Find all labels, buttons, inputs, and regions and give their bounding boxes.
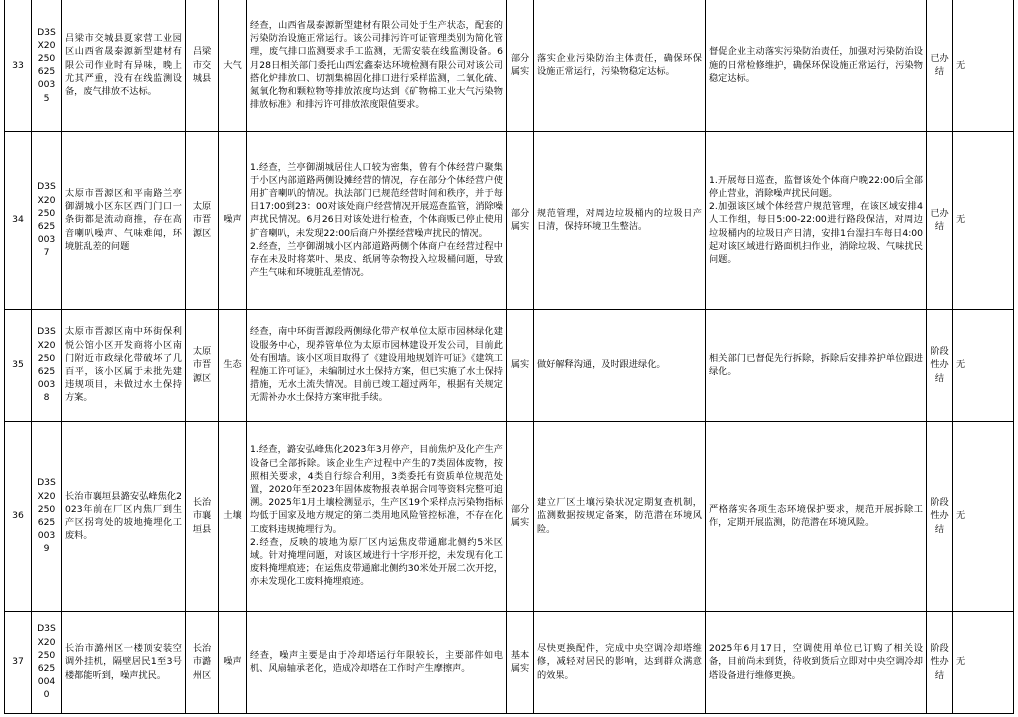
table-row — [5, 131, 1014, 309]
pollution-type: 大气 — [219, 0, 247, 131]
pollution-type: 噪声 — [219, 611, 247, 713]
complaint-content: 长治市潞州区一楼顶安装空调外挂机，隔壁居民1至3号楼都能听到，噪声扰民。 — [62, 611, 186, 713]
note: 无 — [953, 421, 1014, 611]
handling-plan: 督促企业主动落实污染防治责任，加强对污染防治设施的日常检修维护，确保环保设施正常运行，污染物稳定达标。 — [706, 0, 927, 131]
verdict: 部分属实 — [507, 421, 534, 611]
investigation-finding: 1.经查，兰亭御湖城居住人口较为密集，曾有个体经营户聚集于小区内部道路两侧设摊经营的情况，存在部分个体经营户使用扩音喇叭的情况。执法部门已规范经营时间和秩序，并于每日17:00到23：00对该处商户经营情况开展巡查监管，消除噪声扰民情况。6月26日对该处进行检查，个体商贩已停止使用扩音喇叭，未发现22:00后商户外摆经营噪声扰民的情况。 2.经查，兰亭御湖城小区内部道路两侧个体商户在经营过程中存在未及时将菜叶、果皮、纸屑等杂物投入垃圾桶问题，导致产生气味和环境脏乱差情况。 — [247, 131, 507, 309]
district: 太原市晋源区 — [186, 309, 219, 421]
rectification-measures: 尽快更换配件，完成中央空调冷却塔维修，减轻对居民的影响，达到群众满意的效果。 — [534, 611, 706, 713]
row-number: 37 — [5, 611, 32, 713]
table-row — [5, 611, 1014, 713]
note: 无 — [953, 0, 1014, 131]
handling-plan: 相关部门已督促先行拆除，拆除后安排养护单位跟进绿化。 — [706, 309, 927, 421]
district: 太原市晋源区 — [186, 131, 219, 309]
case-id: D3SX202506250038 — [32, 309, 62, 421]
note: 无 — [953, 131, 1014, 309]
verdict: 基本属实 — [507, 611, 534, 713]
handling-plan: 严格落实各项生态环境保护要求，规范开展拆除工作，定期开展监测，防范潜在环境风险。 — [706, 421, 927, 611]
pollution-type: 土壤 — [219, 421, 247, 611]
pollution-type: 噪声 — [219, 131, 247, 309]
case-id: D3SX202506250039 — [32, 421, 62, 611]
complaint-table — [4, 0, 1014, 714]
verdict: 部分属实 — [507, 131, 534, 309]
verdict: 属实 — [507, 309, 534, 421]
status: 已办结 — [927, 0, 953, 131]
handling-plan: 1.开展每日巡查，监督该处个体商户晚22:00后全部停止营业，消除噪声扰民问题。 2.加强该区域个体经营户规范管理，在该区域安排4人工作组，每日5:00-22:00进行路段保洁，对周边垃圾桶内的垃圾日产日清，安排1台湿扫车每日4:00起对该区域进行路面机扫作业，消除垃圾、气味扰民问题。 — [706, 131, 927, 309]
case-id: D3SX202506250040 — [32, 611, 62, 713]
rectification-measures: 规范管理，对周边垃圾桶内的垃圾日产日清，保持环境卫生整洁。 — [534, 131, 706, 309]
table-row — [5, 309, 1014, 421]
district: 长治市襄垣县 — [186, 421, 219, 611]
status: 阶段性办结 — [927, 611, 953, 713]
investigation-finding: 1.经查，潞安弘峰焦化2023年3月停产，目前焦炉及化产生产设备已全部拆除。该企业生产过程中产生的7类固体废物，按照相关要求，4类自行综合利用，3类委托有资质单位规范处置，2020年至2023年固体废物报表单据合同等资料完整可追溯。2025年1月土壤检测显示，生产区19个采样点污染物指标均低于国家及地方规定的第二类用地风险管控标准，不存在化工废料违规掩埋行为。 2.经查，反映的坡地为原厂区内运焦皮带通廊北侧约5米区域。针对掩埋问题，对该区域进行十字形开挖，未发现有化工废料掩埋痕迹；在运焦皮带通廊北侧约30米处开展二次开挖，亦未发现化工废料掩埋痕迹。 — [247, 421, 507, 611]
row-number: 35 — [5, 309, 32, 421]
rectification-measures: 做好解释沟通，及时跟进绿化。 — [534, 309, 706, 421]
investigation-finding: 经查，山西省晟泰源新型建材有限公司处于生产状态，配套的污染防治设施正常运行。该公司排污许可证管理类别为简化管理，废气排口监测要求手工监测，无需安装在线监测设备。6月28日相关部门委托山西宏鑫泰达环境检测有限公司对该公司搭化炉排放口、切割集棉固化排口进行采样监测，二氧化硫、氮氧化物和颗粒物等排放浓度均达到《矿物棉工业大气污染物排放标准》和排污许可排放浓度限值要求。 — [247, 0, 507, 131]
handling-plan: 2025年6月17日，空调使用单位已订购了相关设备，目前尚未到货，待收到货后立即对中央空调冷却塔设备进行维修更换。 — [706, 611, 927, 713]
row-number: 33 — [5, 0, 32, 131]
complaint-content: 长治市襄垣县潞安弘峰焦化2023年前在厂区内焦厂到生产区拐弯处的坡地掩埋化工废料。 — [62, 421, 186, 611]
pollution-type: 生态 — [219, 309, 247, 421]
complaint-content: 太原市晋源区和平南路兰亭御湖城小区东区西门门口一条街都是流动商推，存在高音喇叭噪声、气味难闻，环境脏乱差的问题 — [62, 131, 186, 309]
district: 长治市潞州区 — [186, 611, 219, 713]
investigation-finding: 经查，南中环街晋源段两侧绿化带产权单位太原市园林绿化建设服务中心，现养管单位为太原市园林建设开发公司，目前此处有围墙。该小区项目取得了《建设用地规划许可证》《建筑工程施工许可证》，未编制过水土保持方案，但已实施了水土保持措施，无水土流失情况。目前已竣工超过两年，根据有关规定无需补办水土保持方案审批手续。 — [247, 309, 507, 421]
complaint-content: 吕梁市交城县夏家营工业园区山西省晟泰源新型建材有限公司作业时有异味，晚上尤其严重，没有在线监测设备，废气排放不达标。 — [62, 0, 186, 131]
case-id: D3SX202506250035 — [32, 0, 62, 131]
note: 无 — [953, 611, 1014, 713]
district: 吕梁市交城县 — [186, 0, 219, 131]
row-number: 34 — [5, 131, 32, 309]
complaint-content: 太原市晋源区南中环街保利悦公馆小区开发商将小区南门附近市政绿化带破坏了几百平，该小区属于未批先建违规项目，未做过水土保持方案。 — [62, 309, 186, 421]
rectification-measures: 建立厂区土壤污染状况定期复查机制，监测数据按规定备案，防范潜在环境风险。 — [534, 421, 706, 611]
note: 无 — [953, 309, 1014, 421]
rectification-measures: 落实企业污染防治主体责任，确保环保设施正常运行，污染物稳定达标。 — [534, 0, 706, 131]
case-id: D3SX202506250037 — [32, 131, 62, 309]
status: 阶段性办结 — [927, 309, 953, 421]
status: 已办结 — [927, 131, 953, 309]
table-row — [5, 421, 1014, 611]
verdict: 部分属实 — [507, 0, 534, 131]
row-number: 36 — [5, 421, 32, 611]
status: 阶段性办结 — [927, 421, 953, 611]
table-row — [5, 0, 1014, 131]
investigation-finding: 经查，噪声主要是由于冷却塔运行年限较长，主要部件如电机、风扇轴承老化，造成冷却塔在工作时产生摩擦声。 — [247, 611, 507, 713]
